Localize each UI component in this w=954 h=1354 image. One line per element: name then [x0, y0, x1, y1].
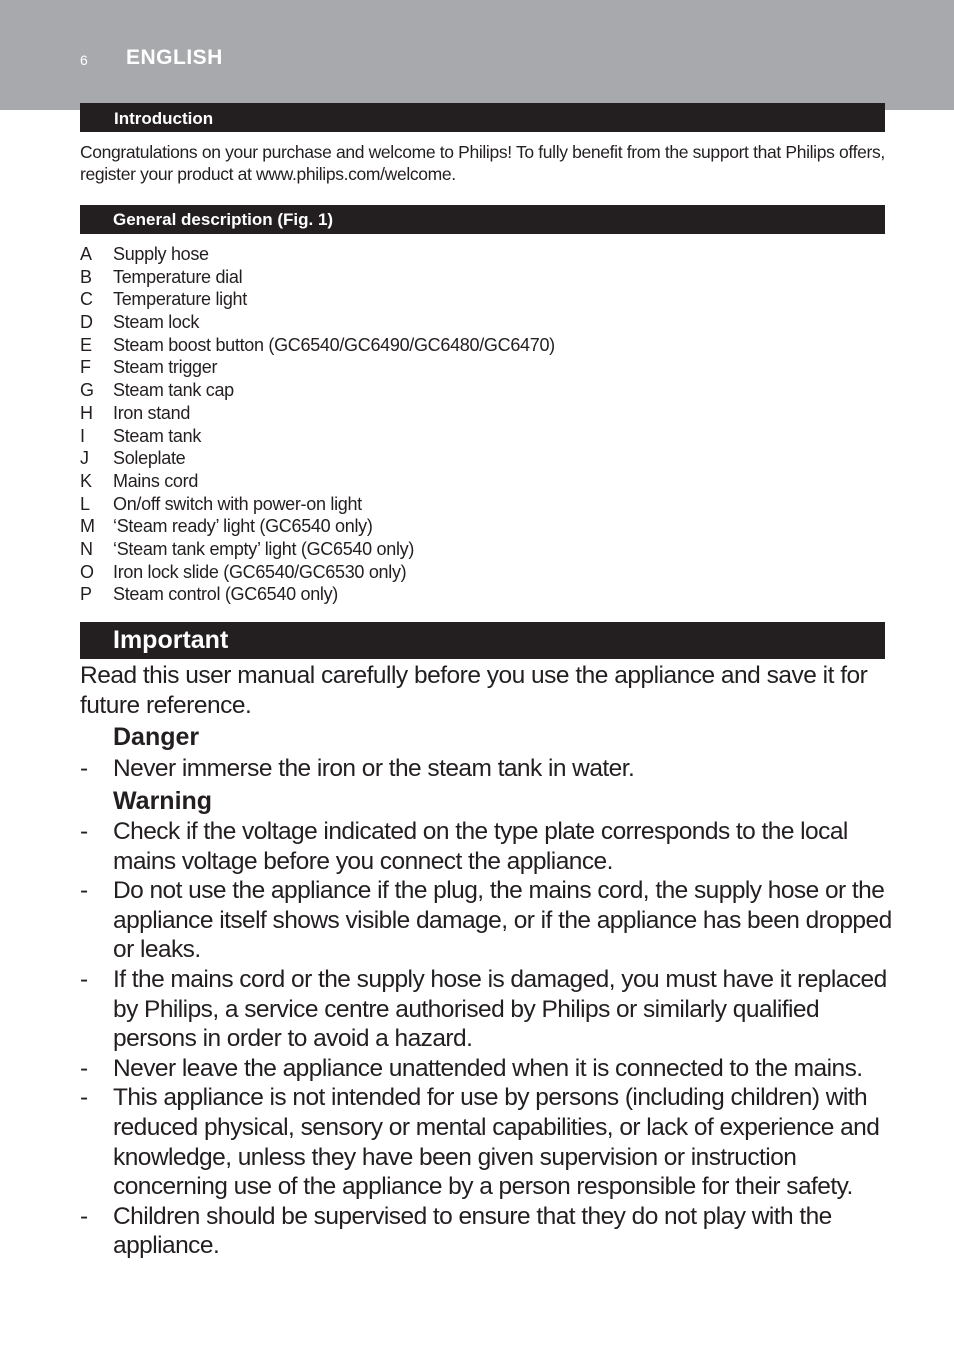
list-item	[80, 243, 885, 266]
list-item	[80, 311, 885, 334]
part-letter: D	[80, 312, 93, 333]
part-name: On/off switch with power-on light	[113, 493, 362, 514]
part-letter: N	[80, 538, 93, 559]
bullet-dash: -	[80, 1054, 88, 1082]
section-header-general-description: General description (Fig. 1)	[80, 205, 885, 234]
list-item	[80, 266, 885, 289]
part-letter: B	[80, 266, 93, 287]
part-letter: I	[80, 425, 86, 446]
list-item	[80, 965, 892, 1054]
part-letter: K	[80, 470, 93, 491]
list-item	[80, 334, 885, 357]
danger-list	[80, 754, 892, 784]
bullet-dash: -	[80, 877, 88, 905]
list-item	[80, 1202, 892, 1261]
list-item	[80, 538, 885, 561]
section-header-introduction: Introduction	[80, 103, 885, 132]
bullet-dash: -	[80, 1084, 88, 1112]
list-item	[80, 447, 885, 470]
part-name: Temperature light	[113, 289, 247, 310]
introduction-text: Congratulations on your purchase and welcome to Philips! To fully benefit from the support that Philips offers, register your product at www.philips.com/welcome.	[80, 142, 885, 184]
parts-list	[80, 243, 885, 606]
page-number: 6	[80, 52, 88, 68]
list-item	[80, 817, 892, 876]
part-name: Steam lock	[113, 312, 200, 333]
list-item	[80, 561, 885, 584]
part-name: Steam trigger	[113, 357, 218, 378]
part-letter: C	[80, 289, 93, 310]
list-item	[80, 379, 885, 402]
part-letter: A	[80, 244, 93, 264]
bullet-text: Never immerse the iron or the steam tank in water.	[113, 755, 635, 782]
bullet-dash: -	[80, 1202, 88, 1230]
part-name: Soleplate	[113, 448, 186, 469]
part-name: Mains cord	[113, 470, 199, 491]
bullet-dash: -	[80, 755, 88, 782]
bullet-dash: -	[80, 965, 88, 993]
part-letter: O	[80, 561, 95, 582]
part-name: Steam boost button (GC6540/GC6490/GC6480/GC6470)	[113, 334, 555, 355]
part-letter: F	[80, 357, 91, 378]
part-letter: E	[80, 334, 93, 355]
part-name: Steam tank	[113, 425, 202, 446]
list-item	[80, 288, 885, 311]
list-item	[80, 583, 885, 606]
language-label: ENGLISH	[126, 46, 223, 69]
list-item	[80, 470, 885, 493]
list-item	[80, 876, 892, 965]
bullet-text: Check if the voltage indicated on the type plate corresponds to the local mains voltage before you connect the appliance.	[113, 818, 848, 875]
list-item	[80, 425, 885, 448]
warning-heading: Warning	[113, 787, 213, 815]
part-name: Steam tank cap	[113, 380, 234, 401]
danger-heading: Danger	[113, 723, 200, 751]
part-name: Iron lock slide (GC6540/GC6530 only)	[113, 561, 407, 582]
list-item	[80, 1054, 892, 1084]
part-letter: G	[80, 380, 95, 401]
part-name: Supply hose	[113, 244, 209, 264]
list-item	[80, 493, 885, 516]
list-item	[80, 754, 892, 784]
part-name: Steam control (GC6540 only)	[113, 584, 339, 605]
bullet-text: If the mains cord or the supply hose is damaged, you must have it replaced by Philips, a service centre authorised by Philips or similarly qualified persons in order to avoid a hazard.	[113, 965, 887, 1053]
part-letter: M	[80, 516, 95, 537]
part-letter: L	[80, 493, 91, 514]
section-header-important: Important	[80, 622, 885, 659]
list-item	[80, 515, 885, 538]
bullet-dash: -	[80, 818, 88, 845]
part-letter: H	[80, 402, 93, 423]
bullet-text: Children should be supervised to ensure that they do not play with the appliance.	[113, 1202, 832, 1260]
bullet-text: This appliance is not intended for use by persons (including children) with reduced physical, sensory or mental capabilities, or lack of experience and knowledge, unless they have been given supervision or instruction concerning use of the appliance by a person responsible for their safety.	[113, 1084, 880, 1201]
part-name: ‘Steam ready’ light (GC6540 only)	[113, 516, 373, 537]
list-item	[80, 356, 885, 379]
part-letter: P	[80, 584, 93, 605]
bullet-text: Do not use the appliance if the plug, the mains cord, the supply hose or the appliance itself shows visible damage, or if the appliance has been dropped or leaks.	[113, 877, 892, 964]
list-item	[80, 402, 885, 425]
header-band	[0, 0, 954, 110]
bullet-text: Never leave the appliance unattended when it is connected to the mains.	[113, 1054, 863, 1082]
warning-list	[80, 817, 892, 1261]
part-name: Iron stand	[113, 402, 191, 423]
list-item	[80, 1083, 892, 1201]
part-name: ‘Steam tank empty’ light (GC6540 only)	[113, 538, 415, 559]
part-letter: J	[80, 448, 89, 469]
part-name: Temperature dial	[113, 266, 243, 287]
important-intro: Read this user manual carefully before you use the appliance and save it for future reference.	[80, 662, 868, 719]
